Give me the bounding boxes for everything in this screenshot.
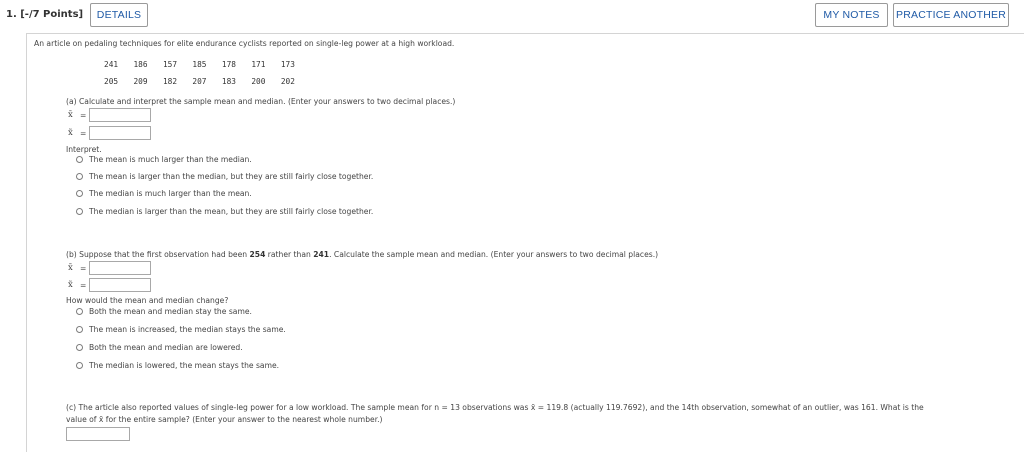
part-b-prompt: (b) Suppose that the first observation had been 254 rather than 241. Calculate the sample mean and median. (Enter your answers to two decimal places.) [66,250,659,259]
my-notes-button[interactable]: MY NOTES [815,3,888,27]
data-row-2: 205 209 182 207 183 200 202 [104,77,295,86]
equals-sign: = [80,129,87,138]
option-b-4-label: The median is lowered, the mean stays the same. [89,361,280,370]
radio-a-4[interactable] [76,208,83,215]
interpret-label: Interpret. [66,145,102,154]
radio-a-3[interactable] [76,190,83,197]
option-a-4-label: The median is larger than the mean, but they are still fairly close together. [89,207,374,216]
part-c-prompt-line-2: value of x̄ for the entire sample? (Enter your answer to the nearest whole number.) [66,415,383,424]
details-button[interactable]: DETAILS [90,3,148,27]
practice-another-button[interactable]: PRACTICE ANOTHER [893,3,1009,27]
radio-b-1[interactable] [76,308,83,315]
option-b-1-label: Both the mean and median stay the same. [89,307,252,316]
option-a-1-label: The mean is much larger than the median. [89,155,252,164]
radio-b-3[interactable] [76,344,83,351]
option-a-2-label: The mean is larger than the median, but they are still fairly close together. [89,172,374,181]
data-row-1: 241 186 157 185 178 171 173 [104,60,295,69]
radio-b-2[interactable] [76,326,83,333]
mean-input-b[interactable] [89,261,151,275]
change-label: How would the mean and median change? [66,296,229,305]
part-a-prompt: (a) Calculate and interpret the sample mean and median. (Enter your answers to two decimal places.) [66,97,456,106]
question-header [0,0,1024,32]
equals-sign: = [80,264,87,273]
equals-sign: = [80,111,87,120]
intro-text: An article on pedaling techniques for elite endurance cyclists reported on single-leg power at a high workload. [34,39,455,48]
part-c-prompt-line-1: (c) The article also reported values of single-leg power for a low workload. The sample mean for n = 13 observations was x̄ = 119.8 (actually 119.7692), and the 14th observation, somewhat of an outlier, was 161. What is the [66,403,924,412]
old-value: 241 [313,250,330,259]
radio-b-4[interactable] [76,362,83,369]
median-symbol-b: x̃ [68,280,73,290]
option-a-3-label: The median is much larger than the mean. [89,189,252,198]
mean-symbol-b: x̄ [68,263,73,273]
question-number: 1. [-/7 Points] [6,9,84,20]
median-input-b[interactable] [89,278,151,292]
mean-symbol-a: x̄ [68,110,73,120]
new-value: 254 [249,250,266,259]
answer-input-c[interactable] [66,427,130,441]
median-symbol-a: x̃ [68,128,73,138]
radio-a-2[interactable] [76,173,83,180]
option-b-2-label: The mean is increased, the median stays the same. [89,325,286,334]
option-b-3-label: Both the mean and median are lowered. [89,343,243,352]
question-panel [26,33,1024,452]
median-input-a[interactable] [89,126,151,140]
equals-sign: = [80,281,87,290]
mean-input-a[interactable] [89,108,151,122]
radio-a-1[interactable] [76,156,83,163]
